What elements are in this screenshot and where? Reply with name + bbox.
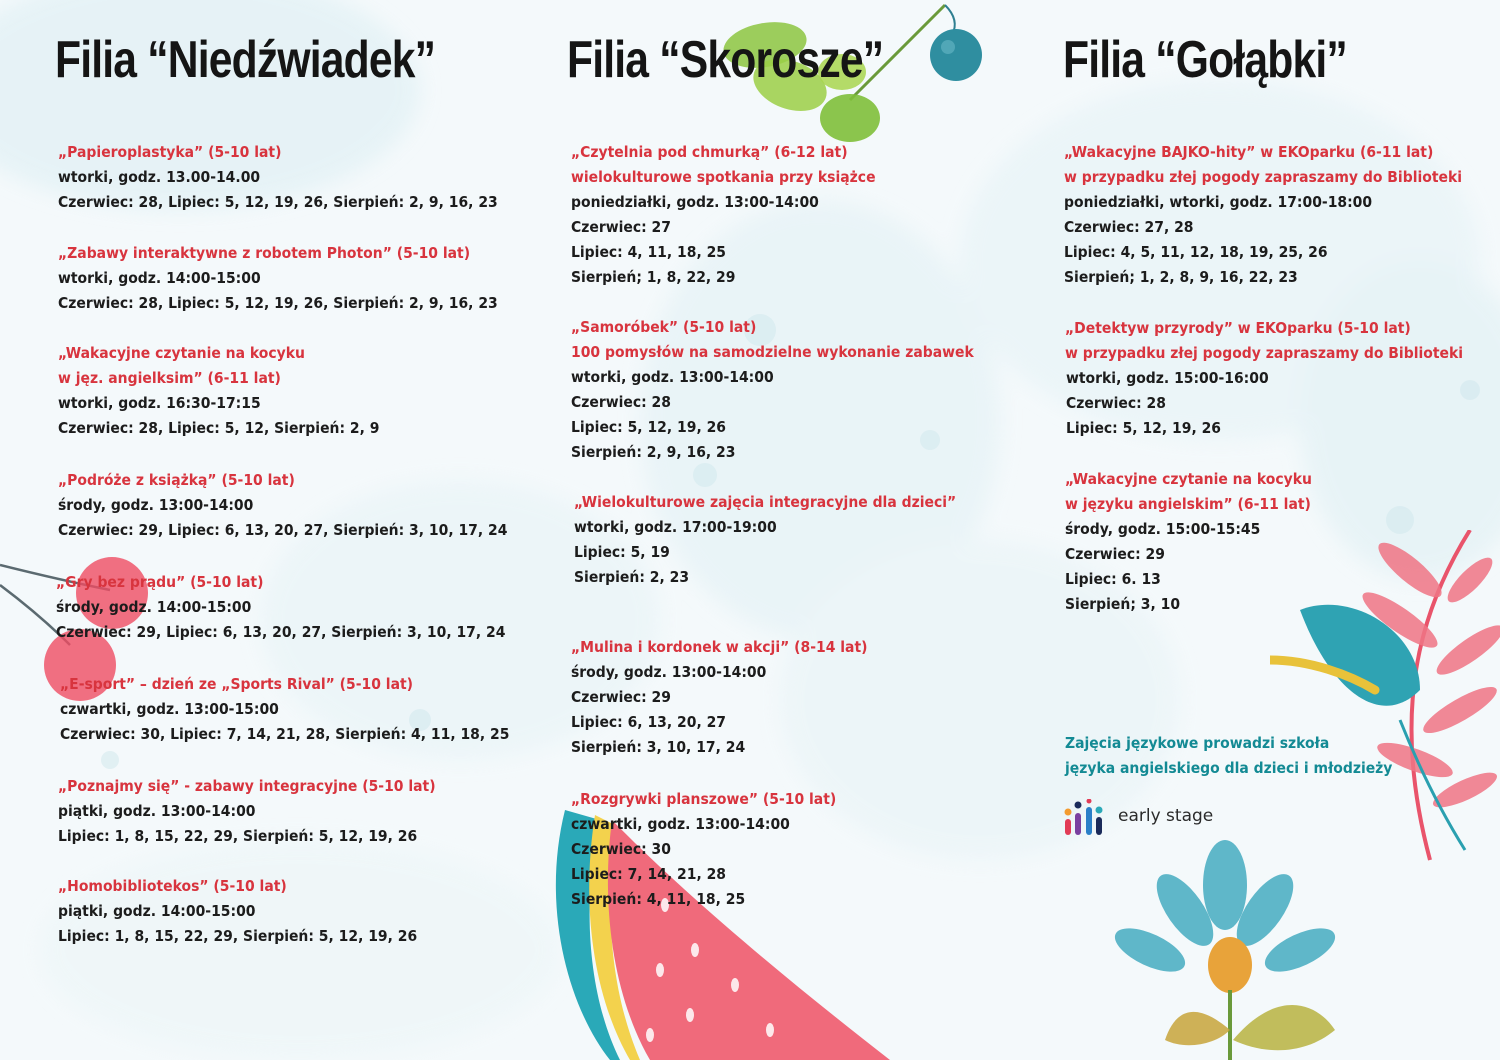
schedule-detail: Czerwiec: 30, Lipiec: 7, 14, 21, 28, Sierpień: 4, 11, 18, 25 <box>60 725 510 743</box>
activity-title: „Podróże z książką” (5-10 lat) <box>58 471 295 489</box>
activity-title: „Mulina i kordonek w akcji” (8-14 lat) <box>571 638 868 656</box>
activity-title: „Wakacyjne czytanie na kocyku <box>1065 470 1312 488</box>
activity-title: 100 pomysłów na samodzielne wykonanie zabawek <box>571 343 974 361</box>
branch-title: Filia “Niedźwiadek” <box>55 31 436 89</box>
schedule-detail: Czerwiec: 28, Lipiec: 5, 12, 19, 26, Sierpień: 2, 9, 16, 23 <box>58 294 498 312</box>
schedule-detail: wtorki, godz. 16:30-17:15 <box>58 394 261 412</box>
schedule-detail: Lipiec: 1, 8, 15, 22, 29, Sierpień: 5, 12, 19, 26 <box>58 927 418 945</box>
schedule-detail: środy, godz. 14:00-15:00 <box>56 598 252 616</box>
schedule-detail: Sierpień; 1, 2, 8, 9, 16, 22, 23 <box>1064 268 1298 286</box>
schedule-detail: wtorki, godz. 15:00-16:00 <box>1066 369 1269 387</box>
schedule-detail: środy, godz. 15:00-15:45 <box>1065 520 1261 538</box>
activity-title: w przypadku złej pogody zapraszamy do Biblioteki <box>1065 344 1464 362</box>
schedule-detail: Sierpień; 1, 8, 22, 29 <box>571 268 736 286</box>
schedule-detail: Czerwiec: 27, 28 <box>1064 218 1194 236</box>
schedule-detail: Lipiec: 5, 19 <box>574 543 670 561</box>
schedule-detail: Czerwiec: 29, Lipiec: 6, 13, 20, 27, Sierpień: 3, 10, 17, 24 <box>56 623 506 641</box>
schedule-detail: Lipiec: 4, 5, 11, 12, 18, 19, 25, 26 <box>1064 243 1328 261</box>
schedule-detail: Lipiec: 1, 8, 15, 22, 29, Sierpień: 5, 12, 19, 26 <box>58 827 418 845</box>
schedule-detail: Czerwiec: 29 <box>1065 545 1165 563</box>
activity-title: „Rozgrywki planszowe” (5-10 lat) <box>571 790 837 808</box>
schedule-detail: Sierpień: 3, 10, 17, 24 <box>571 738 746 756</box>
schedule-detail: Czerwiec: 28, Lipiec: 5, 12, Sierpień: 2, 9 <box>58 419 380 437</box>
schedule-detail: Sierpień: 4, 11, 18, 25 <box>571 890 746 908</box>
activity-title: „Homobibliotekos” (5-10 lat) <box>58 877 287 895</box>
activity-title: w jęz. angielksim” (6-11 lat) <box>58 369 281 387</box>
activity-title: „Zabawy interaktywne z robotem Photon” (5-10 lat) <box>58 244 471 262</box>
activity-title: „Wakacyjne czytanie na kocyku <box>58 344 305 362</box>
schedule-detail: Lipiec: 6, 13, 20, 27 <box>571 713 727 731</box>
schedule-detail: Sierpień: 2, 9, 16, 23 <box>571 443 736 461</box>
logo-text: early stage <box>1118 806 1214 826</box>
activity-title: „Poznajmy się” - zabawy integracyjne (5-10 lat) <box>58 777 436 795</box>
activity-title: wielokulturowe spotkania przy książce <box>571 168 876 186</box>
activity-title: „Wielokulturowe zajęcia integracyjne dla dzieci” <box>574 493 957 511</box>
schedule-detail: Czerwiec: 27 <box>571 218 671 236</box>
activity-title: w języku angielskim” (6-11 lat) <box>1065 495 1311 513</box>
schedule-detail: Sierpień; 3, 10 <box>1065 595 1181 613</box>
branch-title: Filia “Gołąbki” <box>1063 31 1347 89</box>
schedule-detail: Lipiec: 4, 11, 18, 25 <box>571 243 727 261</box>
branch-title: Filia “Skorosze” <box>567 31 884 89</box>
schedule-detail: środy, godz. 13:00-14:00 <box>571 663 767 681</box>
early-stage-logo-icon <box>1064 799 1106 839</box>
schedule-detail: Czerwiec: 30 <box>571 840 671 858</box>
schedule-detail: poniedziałki, godz. 13:00-14:00 <box>571 193 819 211</box>
schedule-detail: Czerwiec: 28 <box>1066 394 1166 412</box>
blue-flower-illustration <box>1105 840 1345 1060</box>
schedule-detail: Czerwiec: 28 <box>571 393 671 411</box>
language-school-note: języka angielskiego dla dzieci i młodzieży <box>1065 759 1393 777</box>
schedule-detail: Czerwiec: 29 <box>571 688 671 706</box>
activity-title: „Detektyw przyrody” w EKOparku (5-10 lat) <box>1065 319 1411 337</box>
schedule-detail: Lipiec: 5, 12, 19, 26 <box>571 418 727 436</box>
activity-title: „E-sport” – dzień ze „Sports Rival” (5-10 lat) <box>60 675 414 693</box>
activity-title: „Gry bez prądu” (5-10 lat) <box>56 573 264 591</box>
schedule-detail: piątki, godz. 13:00-14:00 <box>58 802 256 820</box>
schedule-detail: wtorki, godz. 14:00-15:00 <box>58 269 261 287</box>
schedule-detail: Czerwiec: 28, Lipiec: 5, 12, 19, 26, Sierpień: 2, 9, 16, 23 <box>58 193 498 211</box>
schedule-detail: wtorki, godz. 13:00-14:00 <box>571 368 774 386</box>
schedule-detail: wtorki, godz. 13.00-14.00 <box>58 168 261 186</box>
schedule-detail: środy, godz. 13:00-14:00 <box>58 496 254 514</box>
schedule-detail: Lipiec: 7, 14, 21, 28 <box>571 865 727 883</box>
schedule-detail: Lipiec: 6. 13 <box>1065 570 1161 588</box>
schedule-detail: wtorki, godz. 17:00-19:00 <box>574 518 777 536</box>
schedule-detail: czwartki, godz. 13:00-14:00 <box>571 815 790 833</box>
schedule-detail: Sierpień: 2, 23 <box>574 568 690 586</box>
schedule-detail: piątki, godz. 14:00-15:00 <box>58 902 256 920</box>
schedule-detail: Lipiec: 5, 12, 19, 26 <box>1066 419 1222 437</box>
activity-title: „Papieroplastyka” (5-10 lat) <box>58 143 282 161</box>
activity-title: „Czytelnia pod chmurką” (6-12 lat) <box>571 143 848 161</box>
schedule-detail: czwartki, godz. 13:00-15:00 <box>60 700 279 718</box>
language-school-note: Zajęcia językowe prowadzi szkoła <box>1065 734 1330 752</box>
schedule-detail: poniedziałki, wtorki, godz. 17:00-18:00 <box>1064 193 1373 211</box>
schedule-detail: Czerwiec: 29, Lipiec: 6, 13, 20, 27, Sierpień: 3, 10, 17, 24 <box>58 521 508 539</box>
activity-title: „Wakacyjne BAJKO-hity” w EKOparku (6-11 lat) <box>1064 143 1434 161</box>
activity-title: „Samoróbek” (5-10 lat) <box>571 318 757 336</box>
activity-title: w przypadku złej pogody zapraszamy do Biblioteki <box>1064 168 1463 186</box>
